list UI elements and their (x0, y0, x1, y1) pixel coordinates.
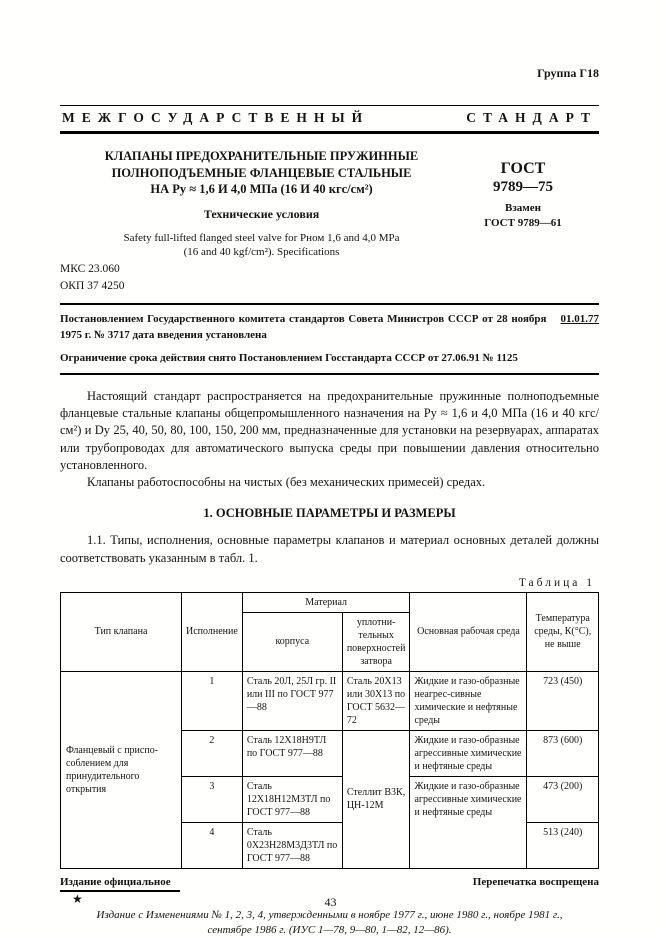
standard-type-band (60, 105, 599, 134)
document-title-english-line-1: Safety full-lifted flanged steel valve for Рном 1,6 and 4,0 MPa (123, 231, 400, 244)
header-temperature: Температура среды, К(°С), не выше (527, 592, 599, 671)
cell-temperature: 473 (200) (527, 776, 599, 822)
header-valve-type: Тип клапана (61, 592, 182, 671)
document-title-line-2: ПОЛНОПОДЪЕМНЫЕ ФЛАНЦЕВЫЕ СТАЛЬНЫЕ (111, 165, 412, 180)
standard-type-text (62, 110, 597, 126)
effective-date: 01.01.77 (560, 313, 599, 326)
cell-seal-material: Сталь 20X13 или 30X13 по ГОСТ 5632—72 (342, 671, 410, 730)
gost-label: ГОСТ (500, 160, 546, 177)
decree-paragraph (60, 312, 599, 342)
section-1-heading: 1. ОСНОВНЫЕ ПАРАМЕТРЫ И РАЗМЕРЫ (203, 506, 456, 521)
okp-code: ОКП 37 4250 (60, 279, 125, 292)
document-subtitle: Технические условия (203, 206, 320, 221)
header-material: Материал (242, 592, 410, 612)
cell-version: 4 (182, 822, 243, 868)
table-row (61, 671, 599, 730)
validity-note: Ограничение срока действия снято Постановлением Госстандарта СССР от 27.06.91 № 1125 (60, 351, 518, 364)
cell-valve-type: Фланцевый с приспо-соблением для принудительного открытия (61, 671, 182, 868)
replaces-number: ГОСТ 9789—61 (484, 216, 562, 229)
cell-body-material: Сталь 0X23Н28М3Д3ТЛ по ГОСТ 977—88 (242, 822, 342, 868)
standard-type-word-1: МЕЖГОСУДАРСТВЕННЫЙ (62, 110, 370, 125)
document-title-line-3: НА Ру ≈ 1,6 И 4,0 МПа (16 И 40 кгс/см²) (150, 182, 373, 196)
decree-text: Постановлением Государственного комитета стандартов Совета Министров СССР от 28 ноября 1975 г. № 3717 дата введения установлена (60, 313, 547, 341)
header-working-medium: Основная рабочая среда (410, 592, 527, 671)
cell-body-material: Сталь 12X18Н12М3ТЛ по ГОСТ 977—88 (242, 776, 342, 822)
cell-medium-shared: Жидкие и газо-образные агрессивные химические и нефтяные среды (410, 776, 527, 868)
header-material-seal: уплотни-тельных поверхностей затвора (342, 612, 410, 671)
header-material-body: корпуса (242, 612, 342, 671)
cell-medium: Жидкие и газо-образные неагрес-сивные химические и нефтяные среды (410, 671, 527, 730)
reprint-prohibited-label: Перепечатка воспрещена (472, 875, 599, 888)
gost-number: 9789—75 (493, 179, 553, 196)
mks-code: МКС 23.060 (60, 263, 120, 276)
clause-1-1: 1.1. Типы, исполнения, основные параметры клапанов и материал основных деталей должны соответствовать указанным в табл. 1. (60, 533, 599, 565)
cell-seal-material-shared: Стеллит В3К, ЦН-12М (342, 730, 410, 868)
body-text (60, 388, 599, 492)
cell-version: 2 (182, 730, 243, 776)
horizontal-rule-bottom (60, 373, 599, 375)
footer-row (60, 876, 599, 888)
cell-version: 3 (182, 776, 243, 822)
document-title-line-1: КЛАПАНЫ ПРЕДОХРАНИТЕЛЬНЫЕ ПРУЖИННЫЕ (104, 149, 419, 163)
official-edition-label: Издание официальное (60, 875, 171, 888)
header-version: Исполнение (182, 592, 243, 671)
cell-temperature: 513 (240) (527, 822, 599, 868)
cell-body-material: Сталь 20Л, 25Л гр. II или III по ГОСТ 977—88 (242, 671, 342, 730)
cell-version: 1 (182, 671, 243, 730)
document-title-english (82, 231, 441, 260)
document-title-english-line-2: (16 and 40 kgf/cm²). Specifications (183, 245, 340, 258)
title-left-column (60, 146, 447, 259)
standard-type-word-2: СТАНДАРТ (466, 110, 597, 125)
group-label: Группа Г18 (537, 66, 599, 80)
horizontal-rule-top (60, 303, 599, 305)
title-block (60, 146, 599, 259)
cell-body-material: Сталь 12X18Н9ТЛ по ГОСТ 977—88 (242, 730, 342, 776)
edition-star-icon: ★ (72, 891, 83, 906)
cell-medium: Жидкие и газо-образные агрессивные химические и нефтяные среды (410, 730, 527, 776)
table-1-label: Таблица 1 (518, 576, 595, 589)
cell-temperature: 723 (450) (527, 671, 599, 730)
scope-paragraph: Настоящий стандарт распространяется на предохранительные пружинные полноподъемные фланцевые стальные клапаны общепромышленного назначения на Ру ≈ 1,6 и 4,0 МПа (16 и 40 кгс/см²) и Dу 25, 40, 50, 80, 100, 150, 200 мм, предназначенные для установки на резервуарах, аппаратах или трубопроводах для автоматического выпуска среды при повышении давления относительно установленного. (60, 388, 599, 472)
page-number: 43 (324, 895, 337, 909)
edition-amendments-note: Издание с Изменениями № 1, 2, 3, 4, утвержденными в ноябре 1977 г., июне 1980 г., ноябре 1981 г., сентябре 1986 г. (ИУС 1—78, 9—80, 1—82, 12—86). (96, 908, 563, 936)
table-header-row-1 (61, 592, 599, 612)
media-paragraph: Клапаны работоспособны на чистых (без механических примесей) средах. (87, 475, 486, 490)
cell-temperature: 873 (600) (527, 730, 599, 776)
table-1 (60, 592, 599, 869)
gost-designation-block (447, 146, 599, 259)
replaces-label: Взамен (505, 202, 541, 215)
classification-codes (60, 261, 599, 294)
